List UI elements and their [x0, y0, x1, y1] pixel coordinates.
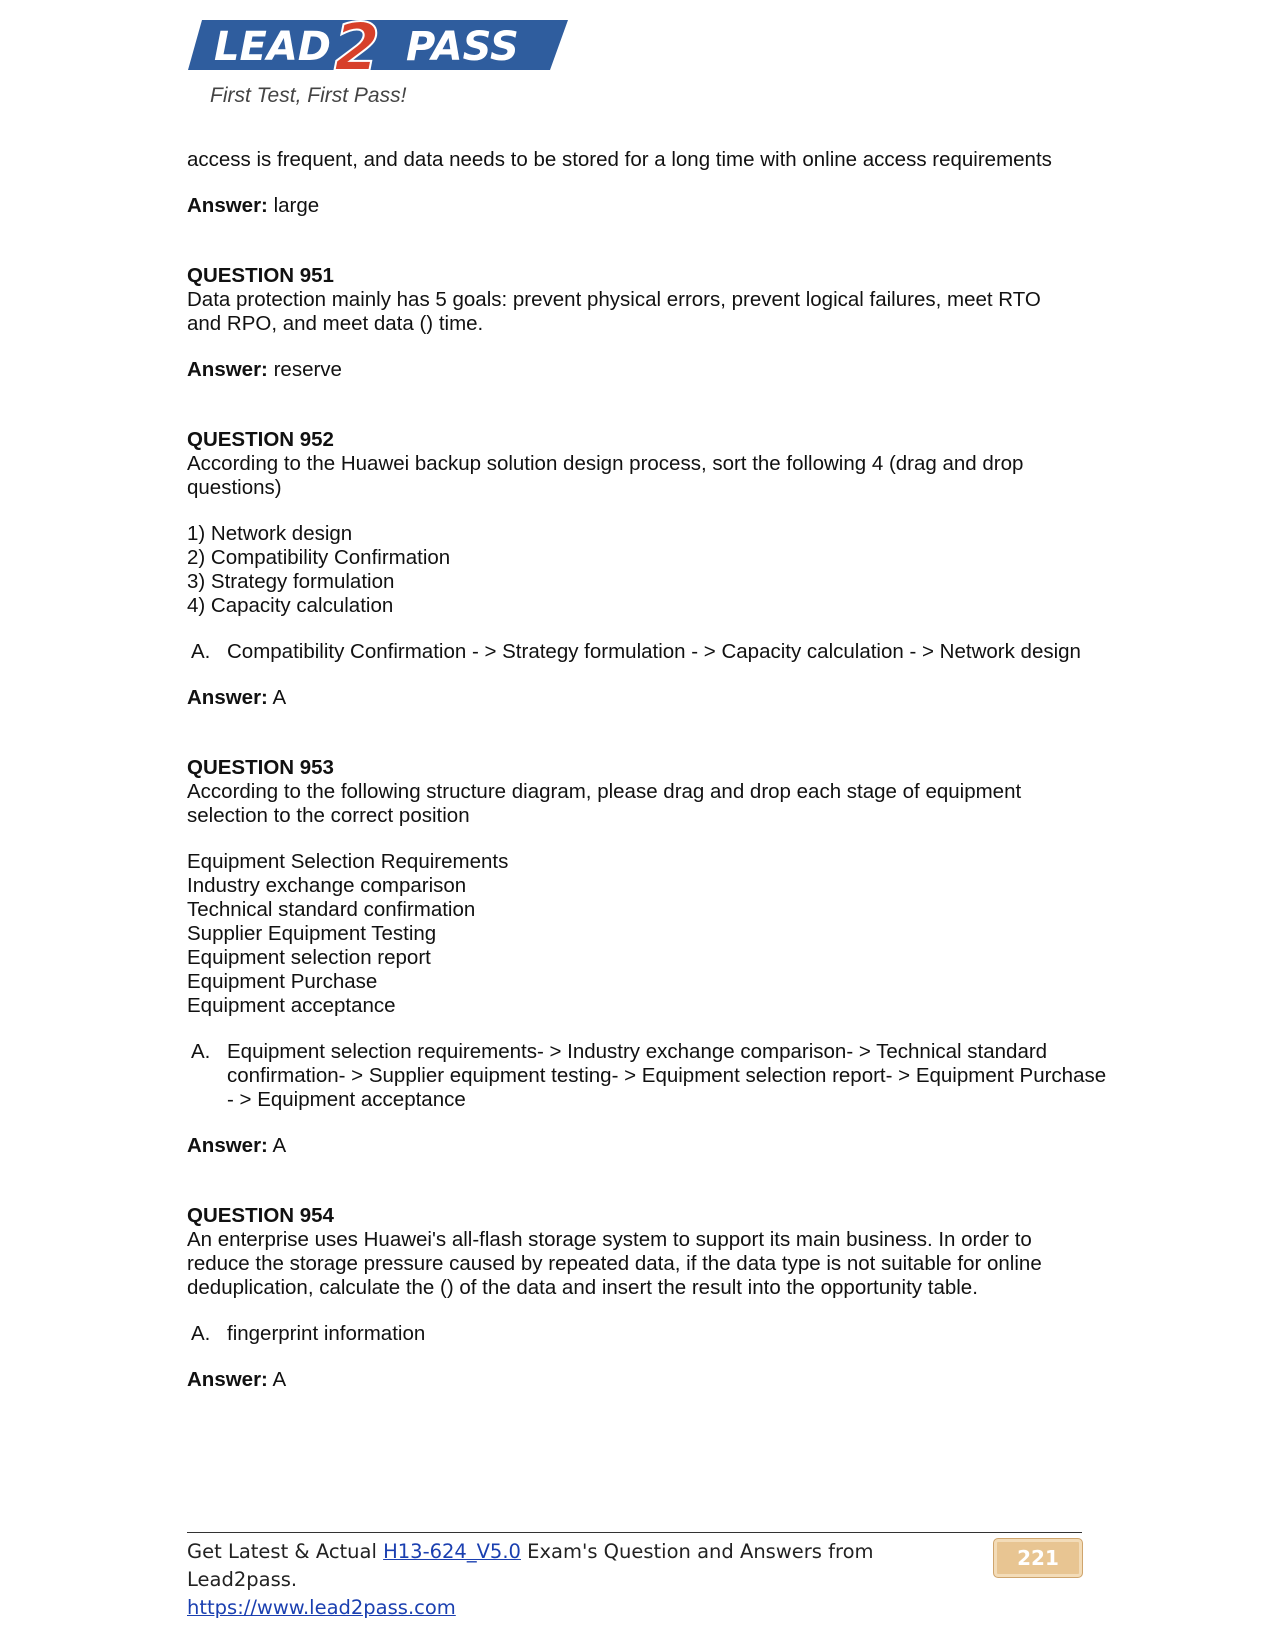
question-line: deduplication, calculate the () of the data and insert the result into the opportunity table.	[187, 1276, 978, 1299]
footer-divider	[187, 1532, 1082, 1533]
question-line: An enterprise uses Huawei's all-flash storage system to support its main business. In order to	[187, 1228, 1032, 1251]
answer-value: A	[267, 1134, 287, 1157]
question-title: QUESTION 952	[187, 428, 334, 451]
question-answer	[187, 358, 1137, 382]
answer-option-a	[187, 640, 1137, 664]
question-answer	[187, 1134, 1137, 1158]
question-line: Data protection mainly has 5 goals: prevent physical errors, prevent logical failures, meet RTO	[187, 288, 1041, 311]
list-item: Industry exchange comparison	[187, 874, 467, 897]
intro-text: access is frequent, and data needs to be stored for a long time with online access requirements	[187, 148, 1052, 171]
answer-option-a	[187, 1040, 1137, 1112]
option-line: Equipment selection requirements- > Industry exchange comparison- > Technical standard	[227, 1040, 1048, 1063]
list-item: 2) Compatibility Confirmation	[187, 546, 451, 569]
option-line: - > Equipment acceptance	[227, 1088, 466, 1111]
answer-value: A	[267, 1368, 287, 1391]
list-item: 4) Capacity calculation	[187, 594, 394, 617]
list-item: Technical standard confirmation	[187, 898, 476, 921]
list-item: 3) Strategy formulation	[187, 570, 395, 593]
question-line: According to the Huawei backup solution design process, sort the following 4 (drag and drop	[187, 452, 1024, 475]
logo-tagline: First Test, First Pass!	[210, 84, 407, 107]
question-line: According to the following structure diagram, please drag and drop each stage of equipment	[187, 780, 1022, 803]
list-item: Equipment Purchase	[187, 970, 378, 993]
option-text	[227, 1040, 1137, 1112]
lead2pass-logo	[188, 8, 578, 108]
option-letter: A.	[191, 640, 211, 663]
list-item: 1) Network design	[187, 522, 353, 545]
answer-label: Answer:	[187, 686, 268, 709]
footer-suffix: Exam's Question and Answers from Lead2pass.	[187, 1540, 874, 1591]
logo-pass-text: PASS	[406, 24, 519, 70]
page-content	[187, 148, 1137, 1392]
question-line: questions)	[187, 476, 282, 499]
question-title: QUESTION 953	[187, 756, 334, 779]
question-answer	[187, 1368, 1137, 1392]
answer-option-a	[187, 1322, 1137, 1346]
answer-value: large	[267, 194, 320, 217]
question-block-954	[187, 1204, 1137, 1392]
question-line: reduce the storage pressure caused by repeated data, if the data type is not suitable for online	[187, 1252, 1042, 1275]
question-title: QUESTION 954	[187, 1204, 334, 1227]
question-block-952	[187, 428, 1137, 710]
footer-prefix: Get Latest & Actual	[187, 1540, 384, 1563]
answer-label: Answer:	[187, 194, 268, 217]
footer-line	[187, 1538, 947, 1594]
site-link[interactable]: https://www.lead2pass.com	[187, 1596, 456, 1619]
list-item: Supplier Equipment Testing	[187, 922, 437, 945]
exam-link[interactable]: H13-624_V5.0	[383, 1540, 521, 1563]
question-line: and RPO, and meet data () time.	[187, 312, 484, 335]
item-list	[187, 850, 1137, 1018]
list-item: Equipment Selection Requirements	[187, 850, 509, 873]
answer-value: A	[267, 686, 287, 709]
list-item: Equipment acceptance	[187, 994, 396, 1017]
intro-answer	[187, 194, 1137, 218]
question-answer	[187, 686, 1137, 710]
page-footer	[187, 1538, 947, 1622]
question-block-953	[187, 756, 1137, 1158]
page-number-badge: 221	[993, 1538, 1083, 1578]
footer-url-line	[187, 1594, 947, 1622]
answer-label: Answer:	[187, 1134, 268, 1157]
answer-label: Answer:	[187, 1368, 268, 1391]
logo-digit: 2	[334, 9, 380, 86]
answer-label: Answer:	[187, 358, 268, 381]
question-block-951	[187, 264, 1137, 382]
option-line: confirmation- > Supplier equipment testing- > Equipment selection report- > Equipment Purchase	[227, 1064, 1107, 1087]
question-title: QUESTION 951	[187, 264, 334, 287]
question-line: selection to the correct position	[187, 804, 470, 827]
answer-value: reserve	[267, 358, 342, 381]
logo-lead-text: LEAD	[214, 24, 331, 70]
logo-graphic	[188, 8, 578, 108]
option-text: Compatibility Confirmation - > Strategy formulation - > Capacity calculation - > Network design	[227, 640, 1081, 663]
item-list	[187, 522, 1137, 618]
option-letter: A.	[191, 1322, 211, 1345]
list-item: Equipment selection report	[187, 946, 431, 969]
option-text: fingerprint information	[227, 1322, 426, 1345]
option-letter: A.	[191, 1040, 211, 1063]
